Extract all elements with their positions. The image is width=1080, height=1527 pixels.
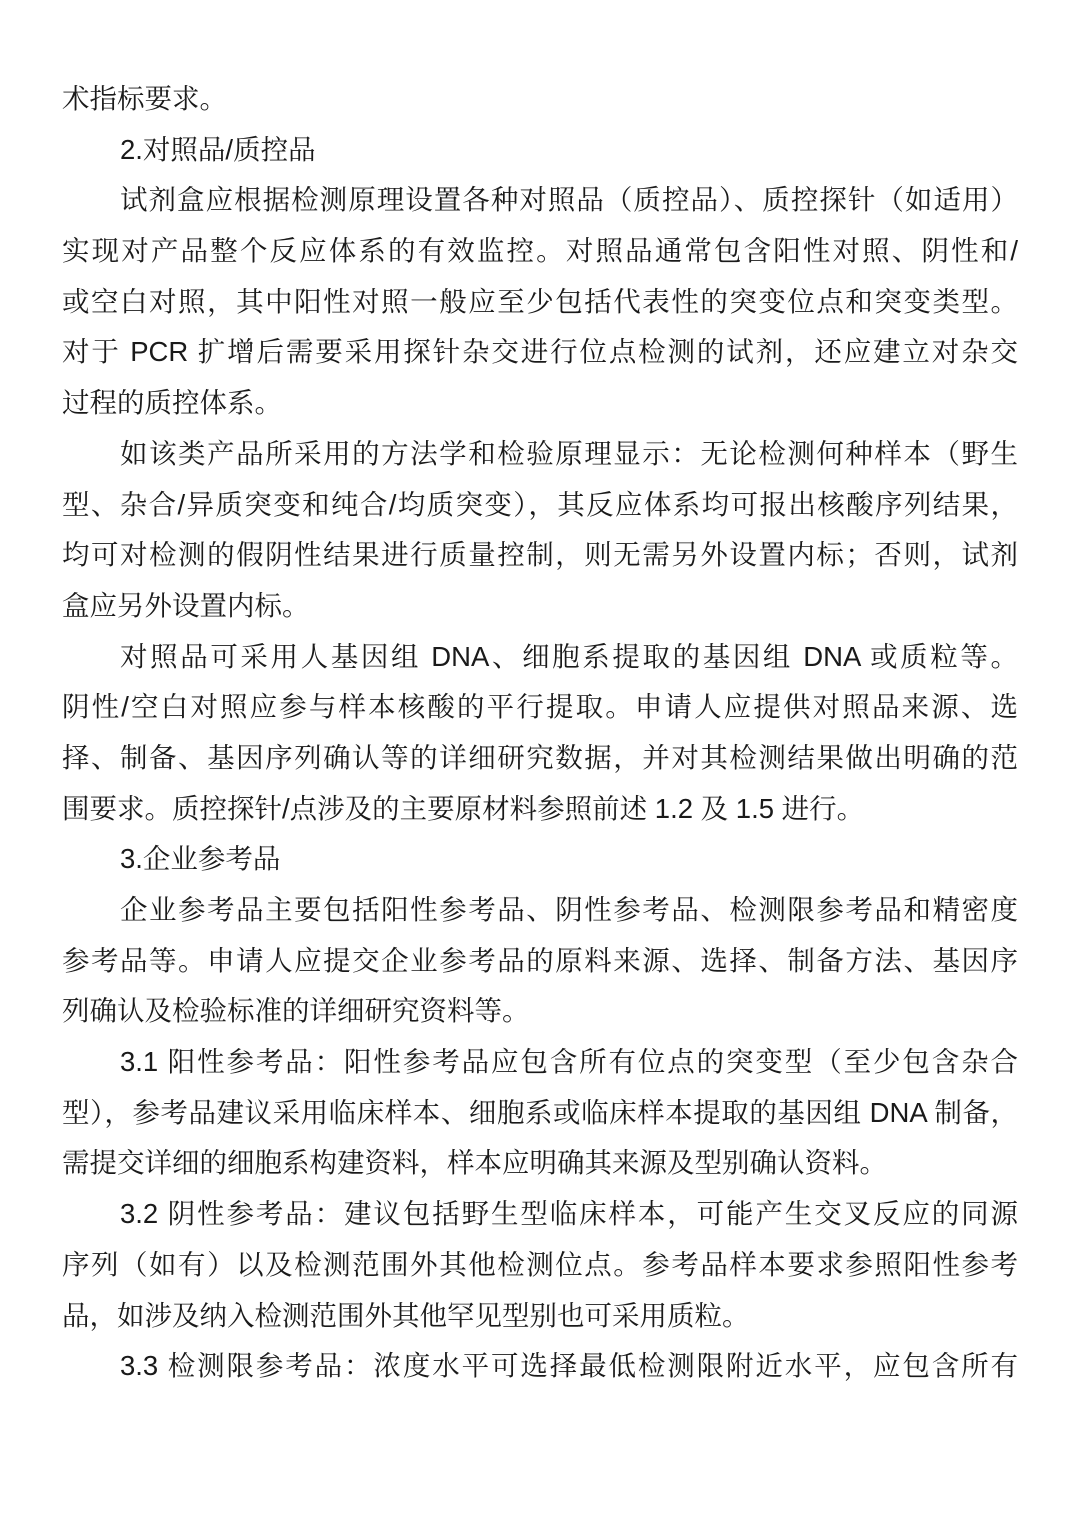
text-line: 择、制备、基因序列确认等的详细研究数据，并对其检测结果做出明确的范 bbox=[62, 741, 1018, 773]
text-line: 对于 PCR 扩增后需要采用探针杂交进行位点检测的试剂，还应建立对杂交 bbox=[62, 336, 1018, 368]
text-line: 试剂盒应根据检测原理设置各种对照品（质控品）、质控探针（如适用） bbox=[120, 184, 1018, 216]
text-line: 型），参考品建议采用临床样本、细胞系或临床样本提取的基因组 DNA 制备， bbox=[62, 1096, 1018, 1128]
text-line: 术指标要求。 bbox=[62, 83, 227, 114]
text-line: 参考品等。申请人应提交企业参考品的原料来源、选择、制备方法、基因序 bbox=[62, 944, 1018, 976]
text-line: 3.企业参考品 bbox=[120, 843, 281, 875]
text-line: 2.对照品/质控品 bbox=[120, 133, 316, 165]
text-line: 需提交详细的细胞系构建资料，样本应明确其来源及型别确认资料。 bbox=[62, 1147, 887, 1179]
document-text-block bbox=[62, 74, 1018, 1392]
text-line: 3.2 阴性参考品：建议包括野生型临床样本，可能产生交叉反应的同源 bbox=[120, 1198, 1018, 1230]
text-line: 阴性/空白对照应参与样本核酸的平行提取。申请人应提供对照品来源、选 bbox=[62, 691, 1018, 723]
text-line: 如该类产品所采用的方法学和检验原理显示：无论检测何种样本（野生 bbox=[120, 437, 1018, 469]
text-line: 3.1 阳性参考品：阳性参考品应包含所有位点的突变型（至少包含杂合 bbox=[120, 1046, 1018, 1078]
text-line: 列确认及检验标准的详细研究资料等。 bbox=[62, 995, 530, 1027]
text-line: 过程的质控体系。 bbox=[62, 387, 282, 419]
text-line: 企业参考品主要包括阳性参考品、阴性参考品、检测限参考品和精密度 bbox=[120, 894, 1018, 925]
text-line: 对照品可采用人基因组 DNA、细胞系提取的基因组 DNA 或质粒等。 bbox=[120, 640, 1018, 672]
text-line: 或空白对照，其中阳性对照一般应至少包括代表性的突变位点和突变类型。 bbox=[62, 285, 1018, 317]
text-line: 实现对产品整个反应体系的有效监控。对照品通常包含阳性对照、阴性和/ bbox=[62, 235, 1018, 267]
text-line: 型、杂合/异质突变和纯合/均质突变），其反应体系均可报出核酸序列结果， bbox=[62, 488, 1018, 520]
text-line: 品，如涉及纳入检测范围外其他罕见型别也可采用质粒。 bbox=[62, 1299, 750, 1331]
text-line: 盒应另外设置内标。 bbox=[62, 589, 310, 621]
text-line: 3.3 检测限参考品：浓度水平可选择最低检测限附近水平，应包含所有 bbox=[120, 1350, 1018, 1382]
text-line: 围要求。质控探针/点涉及的主要原材料参照前述 1.2 及 1.5 进行。 bbox=[62, 792, 865, 824]
text-line: 均可对检测的假阴性结果进行质量控制，则无需另外设置内标；否则，试剂 bbox=[62, 539, 1018, 571]
text-line: 序列（如有）以及检测范围外其他检测位点。参考品样本要求参照阳性参考 bbox=[62, 1248, 1018, 1280]
